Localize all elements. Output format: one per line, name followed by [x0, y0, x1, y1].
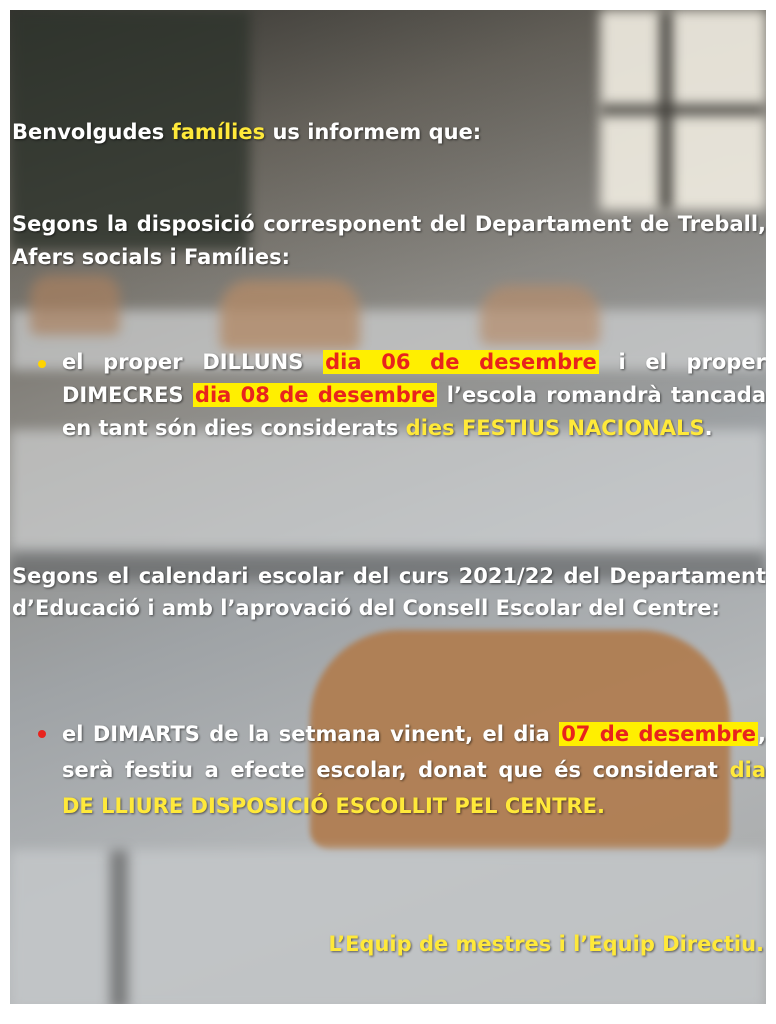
signature: L’Equip de mestres i l’Equip Directiu. — [328, 932, 764, 956]
date-highlight: dia 08 de desembre — [194, 383, 436, 407]
notice-poster — [10, 10, 766, 1004]
bullet-dot-icon — [38, 360, 46, 368]
greeting — [12, 116, 766, 149]
section1-bullet-text — [62, 346, 766, 445]
greeting-text: Benvolgudes — [12, 120, 165, 144]
bullet-text: . — [704, 416, 713, 440]
background-desk — [10, 430, 766, 560]
bullet-text: , serà festiu a efecte escolar, donat que és considerat — [62, 722, 766, 782]
background-window-frame — [600, 105, 766, 115]
background-chair — [480, 285, 600, 345]
background-chair — [30, 275, 120, 335]
section2-intro: Segons el calendari escolar del curs 2021/22 del Departament d’Educació i amb l’aprovació del Consell Escolar del Centre: — [12, 564, 766, 620]
bullet-text: i el proper DIMECRES — [62, 350, 766, 407]
bullet-text: l’escola romandrà tancada en tant són dies considerats — [62, 383, 766, 440]
section2-bullet-text — [62, 716, 766, 824]
bullet-text: el DIMARTS de la setmana vinent, el dia — [62, 722, 550, 746]
section1-intro: Segons la disposició corresponent del Departament de Treball, Afers socials i Famílies: — [12, 212, 766, 269]
date-highlight: 07 de desembre — [561, 722, 757, 746]
greeting-highlight: famílies — [171, 120, 266, 144]
free-day-highlight: dia DE LLIURE DISPOSICIÓ ESCOLLIT PEL CENTRE. — [62, 758, 766, 818]
holiday-highlight: dies FESTIUS NACIONALS — [405, 416, 705, 440]
date-highlight: dia 06 de desembre — [325, 350, 597, 374]
background-chair — [220, 280, 360, 350]
bullet-dot-icon — [38, 730, 46, 738]
bullet-text: el proper DILLUNS — [62, 350, 304, 374]
background-desk-leg — [110, 850, 128, 1004]
greeting-text: us informem que: — [272, 120, 482, 144]
